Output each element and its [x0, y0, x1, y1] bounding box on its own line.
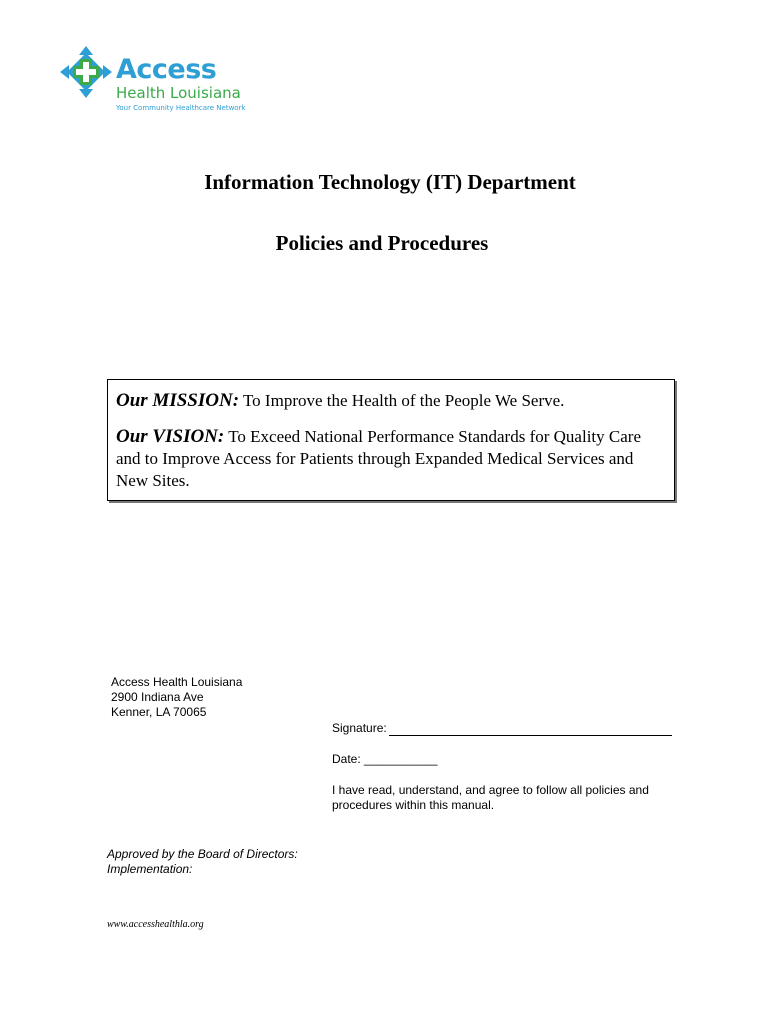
- company-logo: [58, 44, 258, 120]
- mission-statement: [116, 390, 666, 412]
- logo-name-line1: Access: [116, 54, 217, 85]
- logo-tagline: Your Community Healthcare Network: [116, 104, 246, 112]
- mission-text: To Improve the Health of the People We Serve.: [242, 391, 565, 410]
- website-url: www.accesshealthla.org: [107, 919, 204, 930]
- mission-vision-box: [107, 379, 675, 501]
- signature-line[interactable]: [389, 721, 672, 736]
- cross-with-arrows-icon: [58, 44, 114, 100]
- approved-by-label: Approved by the Board of Directors:: [107, 847, 298, 861]
- vision-statement: [116, 426, 666, 492]
- acknowledgement-text: I have read, understand, and agree to follow all policies and procedures within this manual.: [332, 783, 649, 812]
- vision-text: To Exceed National Performance Standards for Quality Care and to Improve Access for Patients through Expanded Medical Services and New Sites.: [116, 427, 641, 490]
- address-street: 2900 Indiana Ave: [111, 690, 204, 704]
- address-org: Access Health Louisiana: [111, 675, 243, 689]
- mission-label: Our MISSION:: [116, 390, 240, 411]
- date-field[interactable]: Date: ___________: [332, 752, 438, 766]
- approval-section: [107, 847, 298, 877]
- implementation-label: Implementation:: [107, 862, 193, 876]
- address-city: Kenner, LA 70065: [111, 705, 207, 719]
- signature-row: [332, 720, 672, 736]
- mailing-address: [111, 675, 242, 720]
- signature-section: [332, 720, 672, 813]
- document-title: Policies and Procedures: [275, 231, 489, 255]
- department-title: Information Technology (IT) Department: [204, 170, 576, 194]
- vision-label: Our VISION:: [116, 426, 225, 447]
- signature-label: Signature:: [332, 721, 387, 735]
- logo-name-line2: Health Louisiana: [116, 84, 241, 102]
